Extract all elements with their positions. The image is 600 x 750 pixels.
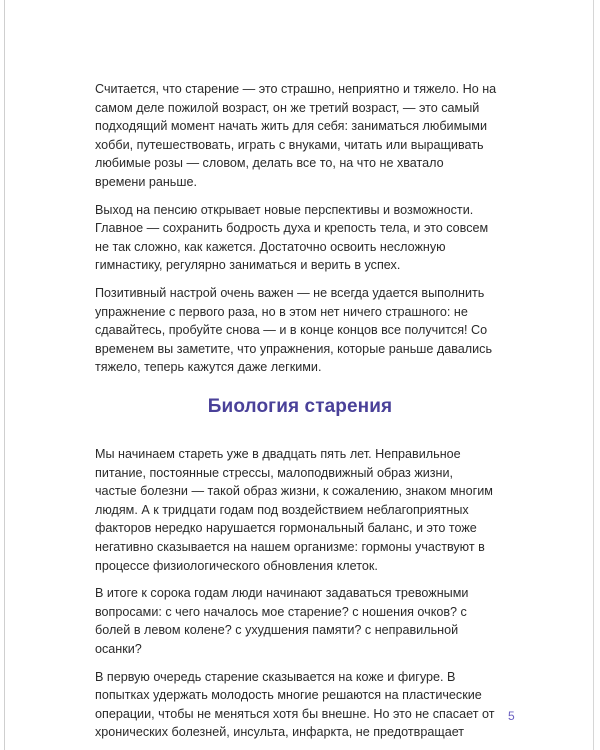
section-heading: Биология старения — [207, 396, 393, 417]
page-edge-left — [4, 0, 5, 750]
intro-paragraph-1: Считается, что старение — это страшно, неприятно и тяжело. Но на самом деле пожилой возраст, он же третий возраст, — это самый подходящий момент начать жить для себя: заниматься любимыми хобби, путешествовать, играть с внуками, читать или выращивать любимые розы — словом, делать все то, на что не хватало времени раньше. — [95, 82, 497, 189]
section-paragraph-3: В первую очередь старение сказывается на коже и фигуре. В попытках удержать молодость многие решаются на пластические операции, чтобы не меняться хотя бы внешне. Но это не спасает от хронических болезней, инсульта, инфаркта, не предотвращает — [95, 669, 495, 740]
intro-text — [95, 80, 497, 377]
section-text — [95, 445, 497, 742]
page-number: 5 — [508, 709, 515, 723]
section-paragraph-2: В итоге к сорока годам люди начинают задаваться тревожными вопросами: с чего началось мое старение? с ношения очков? с болей в левом колене? с ухудшения памяти? с неправильной осанки? — [95, 586, 469, 656]
section-paragraph-1: Мы начинаем стареть уже в двадцать пять лет. Неправильное питание, постоянные стрессы, малоподвижный образ жизни, частые болезни — такой образ жизни, к сожалению, знаком многим людям. А к тридцати годам под воздействием неблагоприятных факторов нередко нарушается гормональный баланс, и это тоже негативно сказывается на нашем организме: гормоны участвуют в процессе физиологического обновления клеток. — [95, 447, 493, 573]
page-edge-right — [593, 0, 594, 750]
intro-paragraph-3: Позитивный настрой очень важен — не всегда удается выполнить упражнение с первого раза, но в этом нет ничего страшного: не сдавайтесь, пробуйте снова — и в конце концов все получится! Со временем вы заметите, что упражнения, которые раньше давались тяжело, теперь кажутся даже легкими. — [95, 285, 493, 375]
intro-paragraph-2: Выход на пенсию открывает новые перспективы и возможности. Главное — сохранить бодрость духа и крепость тела, и это совсем не так сложно, как кажется. Достаточно освоить несложную гимнастику, регулярно заниматься и верить в успех. — [95, 202, 489, 273]
